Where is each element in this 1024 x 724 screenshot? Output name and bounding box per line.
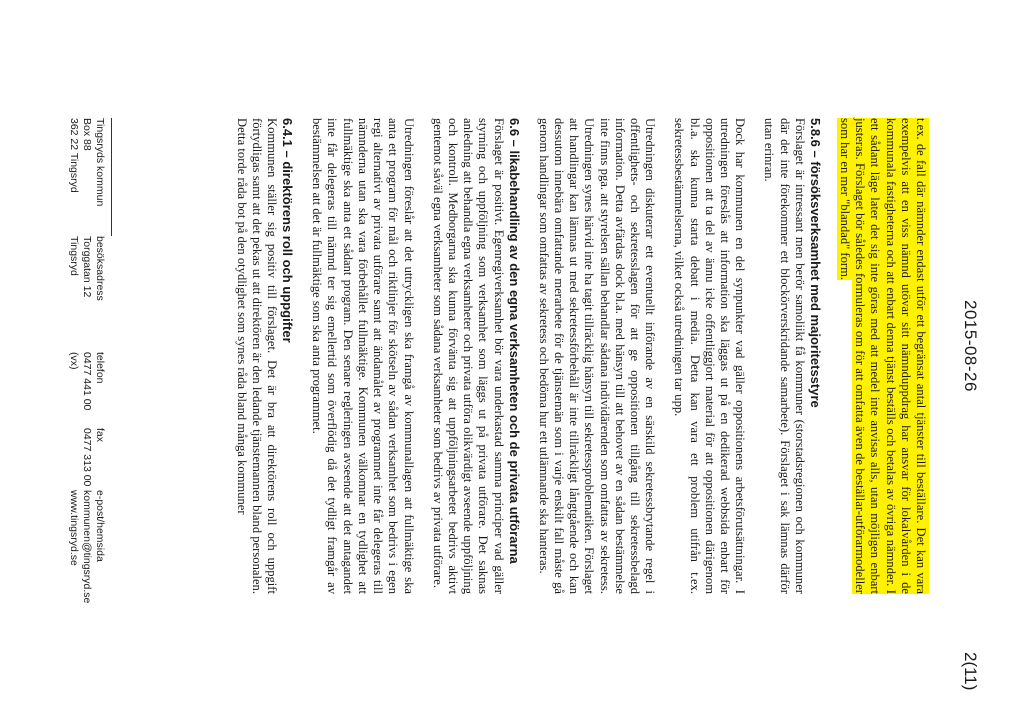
footer-org-line: Tingsryds kommun (94, 118, 106, 207)
footer-fax-label: fax (94, 428, 106, 443)
document-body (219, 118, 928, 594)
heading-5-8-6: 5.8.6 – försöksverksamhet med majoritetsstyre (807, 118, 823, 408)
footer-website: www.tingsryd.se (68, 490, 80, 566)
footer-org-line: 362 22 Tingsryd (68, 118, 80, 193)
paragraph-6-6-a: Förslaget är positivt. Egenregiverksamhet bör vara underkastad samma principer vad gäller styrning och uppföljning som verksamhet som läggs ut på privata utförare. Det saknas anledning att behandla egna verksamheter och privata utföra olikvärdigt avseende uppföljning och kontroll. Medborgarna ska kunna förvänta sig att uppföljningsarbetet bedrivs aktivt gentemot såväl egna verksamheter som sådana verksamheter som bedrivs av privata utförare. (430, 118, 506, 594)
footer-web (67, 490, 106, 604)
paragraph-6-6-b: Utredningen föreslår att det uttryckligen ska framgå av kommunallagen att fullmäktige ska anta ett program för mål och riktlinjer för skötseln av sådan verksamhet som bedrivs i egen regi alternativt av privata utförare samt att ändamålet av programmet inte får delegeras till nämnderna utan ska vara förbehållet fullmäktige. Kommunen välkomnar en tydlighet att fullmäktige ska anta ett sådant program. Den senare regleringen avseende att det antagandet inte får delegeras till nämnd ter sig emellertid som överflödig då det tydligt framgår av bestämmelsen att det är fullmäktige som ska anta programmet. (310, 118, 416, 594)
footer-visit-label: besöksadress (94, 236, 106, 301)
footer-org (67, 118, 106, 236)
footer-visit (67, 236, 106, 352)
paragraph-5-8-6-b: Dock har kommunen en del synpunkter vad gäller oppositionens arbetsförutsättningar. I utredningen föreslås att information ska läggas ut på en dedikerad webbsida enbart för oppositionen att ta del av ännu icke offentliggjort material för att oppositionen därigenom bl.a. ska kunna starta debatt i media. Detta kan vara ett problem utifrån t.ex. sekretessbestämmelserna, vilket också utredningen tar upp. (672, 118, 748, 594)
footer-visit-line: Tingsryd (68, 236, 80, 276)
footer-org-line: Box 88 (81, 118, 93, 151)
paragraph-6-4-1: Kommunen ställer sig positiv till förslaget. Det är bra att direktörens roll och uppgift förtydligas samt att det pekas ut att direktören är den ledande tjänstemannen bland personalen. Detta torde råda bot på den otydlighet som synes råda bland många kommuner (234, 118, 280, 594)
footer-phone (67, 352, 106, 428)
footer-visit-line: Torggatan 12 (81, 236, 93, 298)
footer-fax-value: 0477 313 00 (81, 428, 93, 487)
footer-email: kommunen@tingsryd.se (81, 490, 93, 604)
highlighted-intro-paragraph (837, 118, 928, 594)
paragraph-5-8-6-c: Utredningen diskuterar ett eventuellt införande av en särskild sekretessbrytande regel i offentlighets- och sekretesslagen för att ge oppositionen tillgång till sekretessbelagd information. Detta avfärdas dock bl.a. med hänsyn till att behovet av en sådan bestämmelse inte finns pga. att styrelsen sällan behandlar sådana individärenden som omfattas av sekretess. Utredningen synes härvid inte ha tagit tillräcklig hänsyn till sekretessproblematiken. Förslaget att handlingar kan lämnas ut med sekretessförbehåll är inte tillräckligt långtgående och kan dessutom innebära omfattande merarbete för de tjänstemän som i varje enskilt fall måste gå genom handlingar som omfattas av sekretess och bedöma hur ett utlämnande ska hanteras. (536, 118, 658, 594)
page-number: 2(11) (961, 652, 980, 691)
footer-phone-label: telefon (94, 352, 106, 384)
heading-6-6: 6.6 – likabehandling av den egna verksamheten och de privata utförarna (506, 118, 522, 564)
intro-highlight: t.ex. de fall där nämnder endast utför ett begränsat antal tjänster till beställare. Det kan vara exempelvis att en viss nämnd utövar sitt nämnduppdrag har ansvar för lokalvården i de kommunala fastigheterna och att enbart denna tjänst beställs och betalas av övriga nämnder. I ett sådant läge later det sig inte göras med att medel inte anvisas alls, utan möjligen enbart justeras. Förslaget bör således formuleras om för att omfatta även de beställar-utförarmodeller som har en mer "blandad" form. (837, 118, 928, 594)
document-date: 2015-08-26 (961, 300, 980, 392)
heading-6-4-1: 6.4.1 – direktörens roll och uppgifter (280, 118, 296, 343)
footer-fax (67, 428, 106, 490)
footer-divider (111, 118, 112, 236)
document-footer (67, 118, 106, 604)
footer-phone-value: 0477 441 00 (vx) (68, 352, 93, 411)
footer-web-label: e-post/hemsida (94, 490, 106, 562)
paragraph-5-8-6-a: Förslaget är intressant men berör samoliikt få kommuner (storstadsregionen och kommuner där det inte förekommer ett blockörverskridande samarbete). Förslaget i sak lämnas därför utan erinran. (762, 118, 807, 594)
